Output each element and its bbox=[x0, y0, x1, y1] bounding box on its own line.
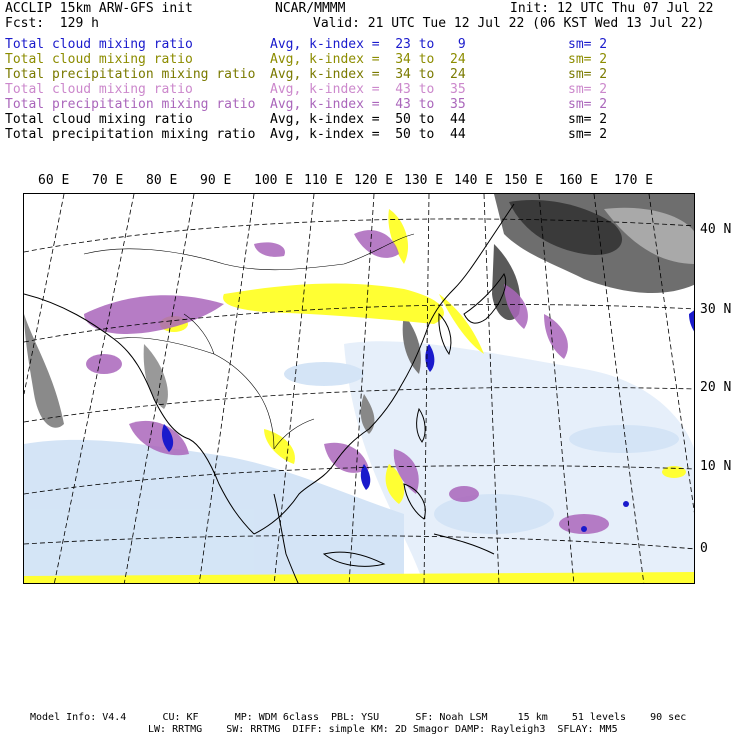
legend-smoothing: sm= 2 bbox=[568, 67, 608, 82]
legend-k-index: Avg, k-index = 43 to 35 bbox=[270, 82, 466, 97]
legend-smoothing: sm= 2 bbox=[568, 37, 608, 52]
legend-k-index: Avg, k-index = 50 to 44 bbox=[270, 127, 466, 142]
lon-label-160e: 160 E bbox=[559, 173, 599, 188]
legend-field-name: Total cloud mixing ratio bbox=[5, 112, 193, 127]
lon-label-100e: 100 E bbox=[254, 173, 294, 188]
legend-field-name: Total precipitation mixing ratio bbox=[5, 67, 256, 82]
valid-time: Valid: 21 UTC Tue 12 Jul 22 (06 KST Wed 13 Jul 22) bbox=[313, 16, 705, 31]
legend-field-name: Total precipitation mixing ratio bbox=[5, 97, 256, 112]
lat-label-40n: 40 N bbox=[700, 222, 732, 237]
forecast-hour: Fcst: 129 h bbox=[5, 16, 99, 31]
lat-label-0: 0 bbox=[700, 541, 708, 556]
legend-k-index: Avg, k-index = 23 to 9 bbox=[270, 37, 466, 52]
legend-field-name: Total cloud mixing ratio bbox=[5, 52, 193, 67]
center-label: NCAR/MMMM bbox=[275, 1, 346, 16]
map-canvas bbox=[24, 194, 695, 584]
lon-label-170e: 170 E bbox=[614, 173, 654, 188]
lat-label-30n: 30 N bbox=[700, 302, 732, 317]
legend-smoothing: sm= 2 bbox=[568, 82, 608, 97]
lon-label-90e: 90 E bbox=[200, 173, 232, 188]
lon-label-80e: 80 E bbox=[146, 173, 178, 188]
footer-physics-info: LW: RRTMG SW: RRTMG DIFF: simple KM: 2D Smagor DAMP: Rayleigh3 SFLAY: MM5 bbox=[148, 724, 618, 735]
legend-smoothing: sm= 2 bbox=[568, 52, 608, 67]
lon-label-150e: 150 E bbox=[504, 173, 544, 188]
lat-label-20n: 20 N bbox=[700, 380, 732, 395]
lon-label-130e: 130 E bbox=[404, 173, 444, 188]
lon-label-60e: 60 E bbox=[38, 173, 70, 188]
lon-label-140e: 140 E bbox=[454, 173, 494, 188]
lon-label-70e: 70 E bbox=[92, 173, 124, 188]
init-time: Init: 12 UTC Thu 07 Jul 22 bbox=[510, 1, 714, 16]
legend-field-name: Total cloud mixing ratio bbox=[5, 82, 193, 97]
legend-k-index: Avg, k-index = 34 to 24 bbox=[270, 67, 466, 82]
legend-field-name: Total cloud mixing ratio bbox=[5, 37, 193, 52]
legend-k-index: Avg, k-index = 34 to 24 bbox=[270, 52, 466, 67]
legend-smoothing: sm= 2 bbox=[568, 112, 608, 127]
legend-k-index: Avg, k-index = 43 to 35 bbox=[270, 97, 466, 112]
map-panel bbox=[23, 193, 695, 584]
lon-label-110e: 110 E bbox=[304, 173, 344, 188]
legend-k-index: Avg, k-index = 50 to 44 bbox=[270, 112, 466, 127]
footer-model-info: Model Info: V4.4 CU: KF MP: WDM 6class PBL: YSU SF: Noah LSM 15 km 51 levels 90 sec bbox=[30, 712, 687, 723]
model-title: ACCLIP 15km ARW-GFS init bbox=[5, 1, 193, 16]
lon-label-120e: 120 E bbox=[354, 173, 394, 188]
legend-field-name: Total precipitation mixing ratio bbox=[5, 127, 256, 142]
legend-smoothing: sm= 2 bbox=[568, 127, 608, 142]
lat-label-10n: 10 N bbox=[700, 459, 732, 474]
legend-smoothing: sm= 2 bbox=[568, 97, 608, 112]
